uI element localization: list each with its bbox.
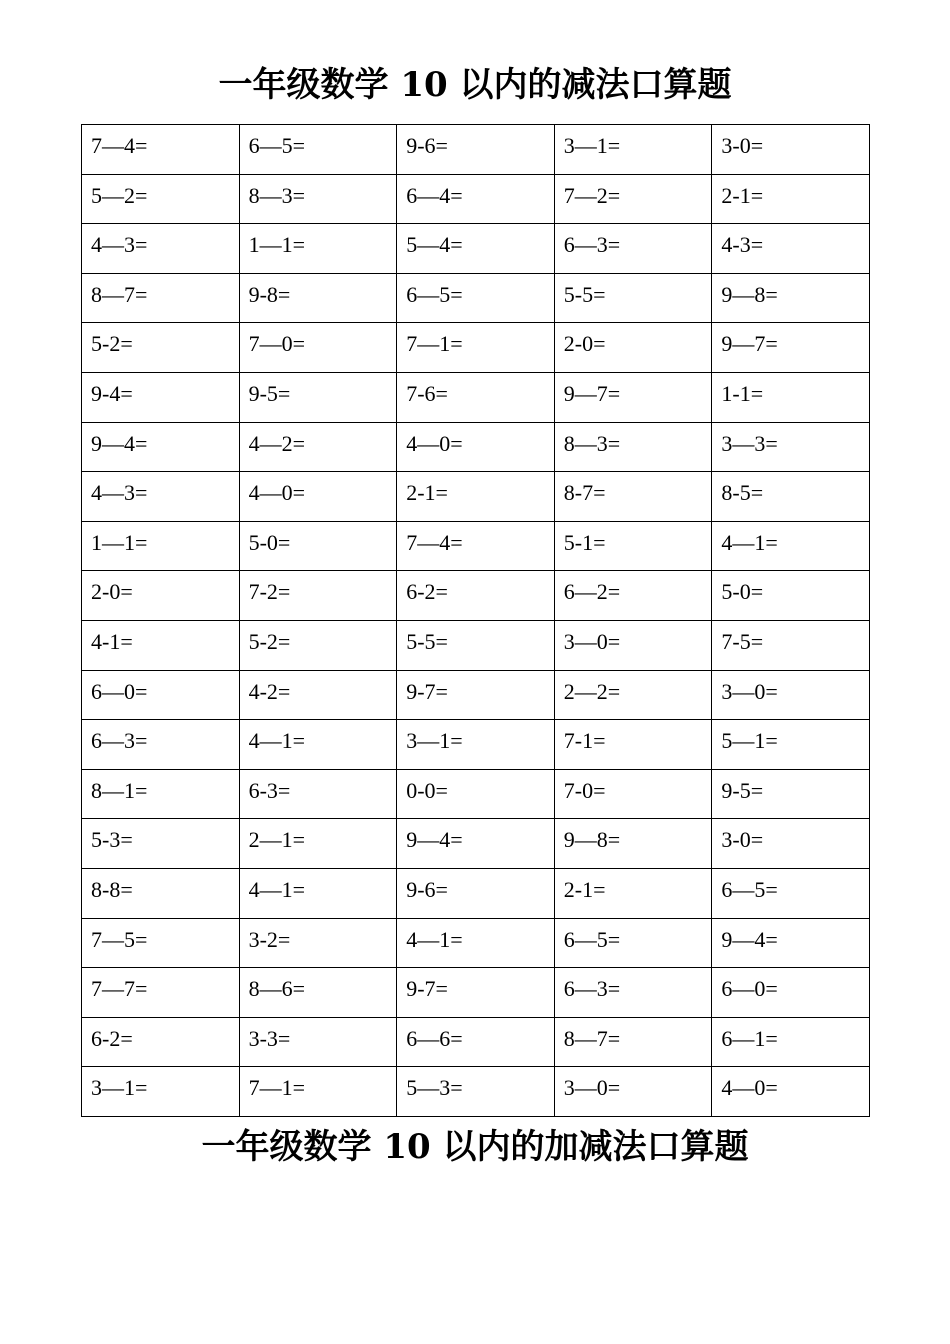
problem-cell xyxy=(239,174,397,224)
problem-text: 7—5= xyxy=(91,926,148,952)
problem-cell xyxy=(239,720,397,770)
problem-text: 0-0= xyxy=(406,777,448,803)
problem-text: 9-7= xyxy=(406,678,448,704)
problem-cell xyxy=(397,819,555,869)
problem-cell xyxy=(554,372,712,422)
problem-text: 9—4= xyxy=(91,430,148,456)
table-row xyxy=(82,224,870,274)
problem-cell xyxy=(554,224,712,274)
problem-text: 5-2= xyxy=(248,628,291,654)
problem-text: 2-1= xyxy=(406,480,448,506)
problem-text: 7—0= xyxy=(248,331,306,357)
problem-cell xyxy=(239,571,397,621)
problem-text: 4-2= xyxy=(248,678,291,704)
problem-cell xyxy=(554,918,712,968)
problem-text: 9-8= xyxy=(248,281,291,307)
table-row xyxy=(82,1067,870,1117)
problem-text: 6—6= xyxy=(406,1025,463,1051)
problem-cell xyxy=(554,571,712,621)
problem-text: 9-5= xyxy=(248,380,291,406)
problem-text: 3-2= xyxy=(248,926,291,952)
problem-cell xyxy=(239,472,397,522)
problem-cell xyxy=(82,571,240,621)
problem-cell xyxy=(397,422,555,472)
problem-text: 6-2= xyxy=(406,579,448,605)
problem-text: 5-0= xyxy=(721,579,764,605)
problem-cell xyxy=(239,868,397,918)
problem-cell xyxy=(712,125,870,175)
problem-cell xyxy=(712,521,870,571)
problem-cell xyxy=(397,472,555,522)
problem-cell xyxy=(554,968,712,1018)
problem-cell xyxy=(554,868,712,918)
problem-cell xyxy=(554,273,712,323)
problem-text: 3—1= xyxy=(91,1075,148,1101)
problem-text: 5-1= xyxy=(563,529,606,555)
problem-text: 3—1= xyxy=(406,728,463,754)
problem-text: 2-0= xyxy=(563,331,606,357)
problem-cell xyxy=(239,670,397,720)
problem-cell xyxy=(239,819,397,869)
problem-cell xyxy=(397,372,555,422)
problem-text: 7—2= xyxy=(563,182,621,208)
problem-cell xyxy=(239,968,397,1018)
problem-cell xyxy=(397,720,555,770)
problem-text: 6—5= xyxy=(721,876,778,902)
problem-cell xyxy=(397,521,555,571)
table-row xyxy=(82,720,870,770)
problem-text: 6—2= xyxy=(563,579,621,605)
problem-cell xyxy=(82,372,240,422)
problem-cell xyxy=(239,224,397,274)
problem-cell xyxy=(712,1017,870,1067)
problem-cell xyxy=(82,968,240,1018)
problem-cell xyxy=(554,670,712,720)
problem-text: 8—3= xyxy=(248,182,306,208)
problem-cell xyxy=(397,1067,555,1117)
problem-text: 7-0= xyxy=(563,777,606,803)
problem-cell xyxy=(239,422,397,472)
table-row xyxy=(82,372,870,422)
problem-text: 7-1= xyxy=(563,728,606,754)
problem-text: 7—1= xyxy=(406,331,463,357)
problem-cell xyxy=(712,968,870,1018)
problem-text: 9-5= xyxy=(721,777,764,803)
problem-cell xyxy=(712,372,870,422)
problem-text: 3—0= xyxy=(721,678,778,704)
problem-text: 2-1= xyxy=(563,876,606,902)
problem-cell xyxy=(554,125,712,175)
problem-cell xyxy=(397,620,555,670)
problem-cell xyxy=(712,1067,870,1117)
problem-cell xyxy=(82,521,240,571)
problem-cell xyxy=(239,1067,397,1117)
problem-text: 1-1= xyxy=(721,380,764,406)
problem-text: 3—0= xyxy=(563,1075,621,1101)
table-row xyxy=(82,521,870,571)
problem-cell xyxy=(397,968,555,1018)
problem-cell xyxy=(397,918,555,968)
problem-text: 2-1= xyxy=(721,182,764,208)
problem-cell xyxy=(712,174,870,224)
problem-text: 5-2= xyxy=(91,331,133,357)
problem-cell xyxy=(712,868,870,918)
problem-text: 6—5= xyxy=(406,281,463,307)
problem-cell xyxy=(82,273,240,323)
problem-cell xyxy=(554,720,712,770)
worksheet-title: 一年级数学 10 以内的减法口算题 xyxy=(218,65,732,105)
problem-text: 6—3= xyxy=(91,728,148,754)
problem-text: 8—3= xyxy=(563,430,621,456)
problem-text: 9-6= xyxy=(406,876,448,902)
problem-cell xyxy=(397,273,555,323)
problem-cell xyxy=(239,769,397,819)
problem-text: 8-8= xyxy=(91,876,133,902)
problem-cell xyxy=(554,422,712,472)
problem-cell xyxy=(239,620,397,670)
problem-text: 2—1= xyxy=(248,827,306,853)
problem-cell xyxy=(554,769,712,819)
problem-cell xyxy=(712,670,870,720)
problem-cell xyxy=(82,174,240,224)
problem-text: 4—1= xyxy=(721,529,778,555)
problem-cell xyxy=(397,868,555,918)
problem-cell xyxy=(82,323,240,373)
problem-cell xyxy=(82,1017,240,1067)
problem-text: 1—1= xyxy=(91,529,148,555)
problem-cell xyxy=(239,273,397,323)
problem-cell xyxy=(82,125,240,175)
problem-cell xyxy=(397,1017,555,1067)
problem-cell xyxy=(554,472,712,522)
problem-cell xyxy=(239,323,397,373)
problem-cell xyxy=(239,521,397,571)
problem-text: 9—8= xyxy=(721,281,778,307)
problem-text: 6—3= xyxy=(563,232,621,258)
table-row xyxy=(82,769,870,819)
problem-text: 3-0= xyxy=(721,827,764,853)
problem-text: 8—1= xyxy=(91,777,148,803)
problem-text: 7—1= xyxy=(248,1075,306,1101)
problem-text: 4—0= xyxy=(721,1075,778,1101)
next-worksheet-title: 一年级数学 10 以内的加减法口算题 xyxy=(201,1127,749,1167)
problem-cell xyxy=(712,918,870,968)
problem-cell xyxy=(82,422,240,472)
problem-text: 9—8= xyxy=(563,827,621,853)
table-row xyxy=(82,125,870,175)
problem-text: 6-2= xyxy=(91,1025,133,1051)
problem-text: 1—1= xyxy=(248,232,306,258)
problem-text: 9-4= xyxy=(91,380,133,406)
problem-text: 5-5= xyxy=(563,281,606,307)
problem-text: 2—2= xyxy=(563,678,621,704)
problem-text: 7—7= xyxy=(91,976,148,1002)
problem-text: 5—3= xyxy=(406,1075,463,1101)
problem-text: 6—0= xyxy=(91,678,148,704)
problem-text: 3—3= xyxy=(721,430,778,456)
problem-text: 6—1= xyxy=(721,1025,778,1051)
problem-text: 4—1= xyxy=(248,876,306,902)
table-row xyxy=(82,422,870,472)
problem-text: 4—1= xyxy=(248,728,306,754)
problem-text: 6—4= xyxy=(406,182,463,208)
problem-text: 5—1= xyxy=(721,728,778,754)
problem-text: 7-2= xyxy=(248,579,291,605)
problem-text: 7-5= xyxy=(721,628,764,654)
problem-text: 7-6= xyxy=(406,380,448,406)
problem-text: 3-0= xyxy=(721,133,764,158)
problem-cell xyxy=(554,1017,712,1067)
problem-cell xyxy=(82,868,240,918)
problem-text: 5-3= xyxy=(91,827,133,853)
problem-cell xyxy=(554,819,712,869)
problem-text: 9—4= xyxy=(406,827,463,853)
problem-text: 4—3= xyxy=(91,480,148,506)
problem-cell xyxy=(554,521,712,571)
problem-cell xyxy=(712,769,870,819)
problem-cell xyxy=(554,1067,712,1117)
table-row xyxy=(82,323,870,373)
problem-text: 3—0= xyxy=(563,628,621,654)
problem-text: 4—3= xyxy=(91,232,148,258)
problem-cell xyxy=(82,224,240,274)
problem-text: 9—7= xyxy=(563,380,621,406)
problem-cell xyxy=(712,323,870,373)
table-row xyxy=(82,1017,870,1067)
table-row xyxy=(82,868,870,918)
problem-cell xyxy=(712,720,870,770)
problem-cell xyxy=(712,472,870,522)
problem-text: 4-3= xyxy=(721,232,764,258)
problem-cell xyxy=(712,571,870,621)
problem-text: 8—6= xyxy=(248,976,306,1002)
problem-cell xyxy=(712,224,870,274)
problem-cell xyxy=(239,125,397,175)
problem-cell xyxy=(82,918,240,968)
problem-cell xyxy=(397,174,555,224)
problem-cell xyxy=(239,1017,397,1067)
problem-cell xyxy=(554,323,712,373)
problem-text: 4—0= xyxy=(406,430,463,456)
problem-cell xyxy=(397,224,555,274)
problem-cell xyxy=(397,323,555,373)
problem-text: 7—4= xyxy=(91,133,148,158)
problem-cell xyxy=(82,472,240,522)
table-row xyxy=(82,174,870,224)
problem-cell xyxy=(712,620,870,670)
problem-text: 5-0= xyxy=(248,529,291,555)
problem-text: 6—5= xyxy=(248,133,306,158)
problem-text: 7—4= xyxy=(406,529,463,555)
problem-text: 9—4= xyxy=(721,926,778,952)
problem-text: 5—4= xyxy=(406,232,463,258)
table-row xyxy=(82,819,870,869)
table-row xyxy=(82,620,870,670)
problem-cell xyxy=(82,819,240,869)
problem-text: 5-5= xyxy=(406,628,448,654)
problem-text: 2-0= xyxy=(91,579,133,605)
problem-text: 4-1= xyxy=(91,628,133,654)
problem-text: 6-3= xyxy=(248,777,291,803)
problem-text: 3—1= xyxy=(563,133,621,158)
problem-cell xyxy=(397,769,555,819)
problem-text: 8—7= xyxy=(91,281,148,307)
problem-cell xyxy=(82,769,240,819)
problem-table xyxy=(81,124,870,1117)
problem-cell xyxy=(554,620,712,670)
problem-cell xyxy=(397,571,555,621)
problem-cell xyxy=(82,620,240,670)
problem-cell xyxy=(82,720,240,770)
problem-text: 4—1= xyxy=(406,926,463,952)
table-row xyxy=(82,472,870,522)
problem-text: 6—0= xyxy=(721,976,778,1002)
problem-text: 9-6= xyxy=(406,133,448,158)
table-row xyxy=(82,968,870,1018)
problem-text: 3-3= xyxy=(248,1025,291,1051)
problem-cell xyxy=(82,1067,240,1117)
problem-cell xyxy=(82,670,240,720)
problem-cell xyxy=(712,819,870,869)
problem-text: 8—7= xyxy=(563,1025,621,1051)
problem-text: 8-5= xyxy=(721,480,764,506)
problem-text: 9-7= xyxy=(406,976,448,1002)
problem-text: 5—2= xyxy=(91,182,148,208)
problem-text: 6—5= xyxy=(563,926,621,952)
table-row xyxy=(82,670,870,720)
problem-text: 8-7= xyxy=(563,480,606,506)
problem-cell xyxy=(554,174,712,224)
table-row xyxy=(82,571,870,621)
problem-cell xyxy=(239,918,397,968)
problem-cell xyxy=(397,125,555,175)
problem-text: 6—3= xyxy=(563,976,621,1002)
problem-cell xyxy=(239,372,397,422)
problem-text: 9—7= xyxy=(721,331,778,357)
problem-cell xyxy=(712,422,870,472)
problem-cell xyxy=(712,273,870,323)
problem-cell xyxy=(397,670,555,720)
table-row xyxy=(82,273,870,323)
problem-text: 4—0= xyxy=(248,480,306,506)
problem-text: 4—2= xyxy=(248,430,306,456)
table-row xyxy=(82,918,870,968)
